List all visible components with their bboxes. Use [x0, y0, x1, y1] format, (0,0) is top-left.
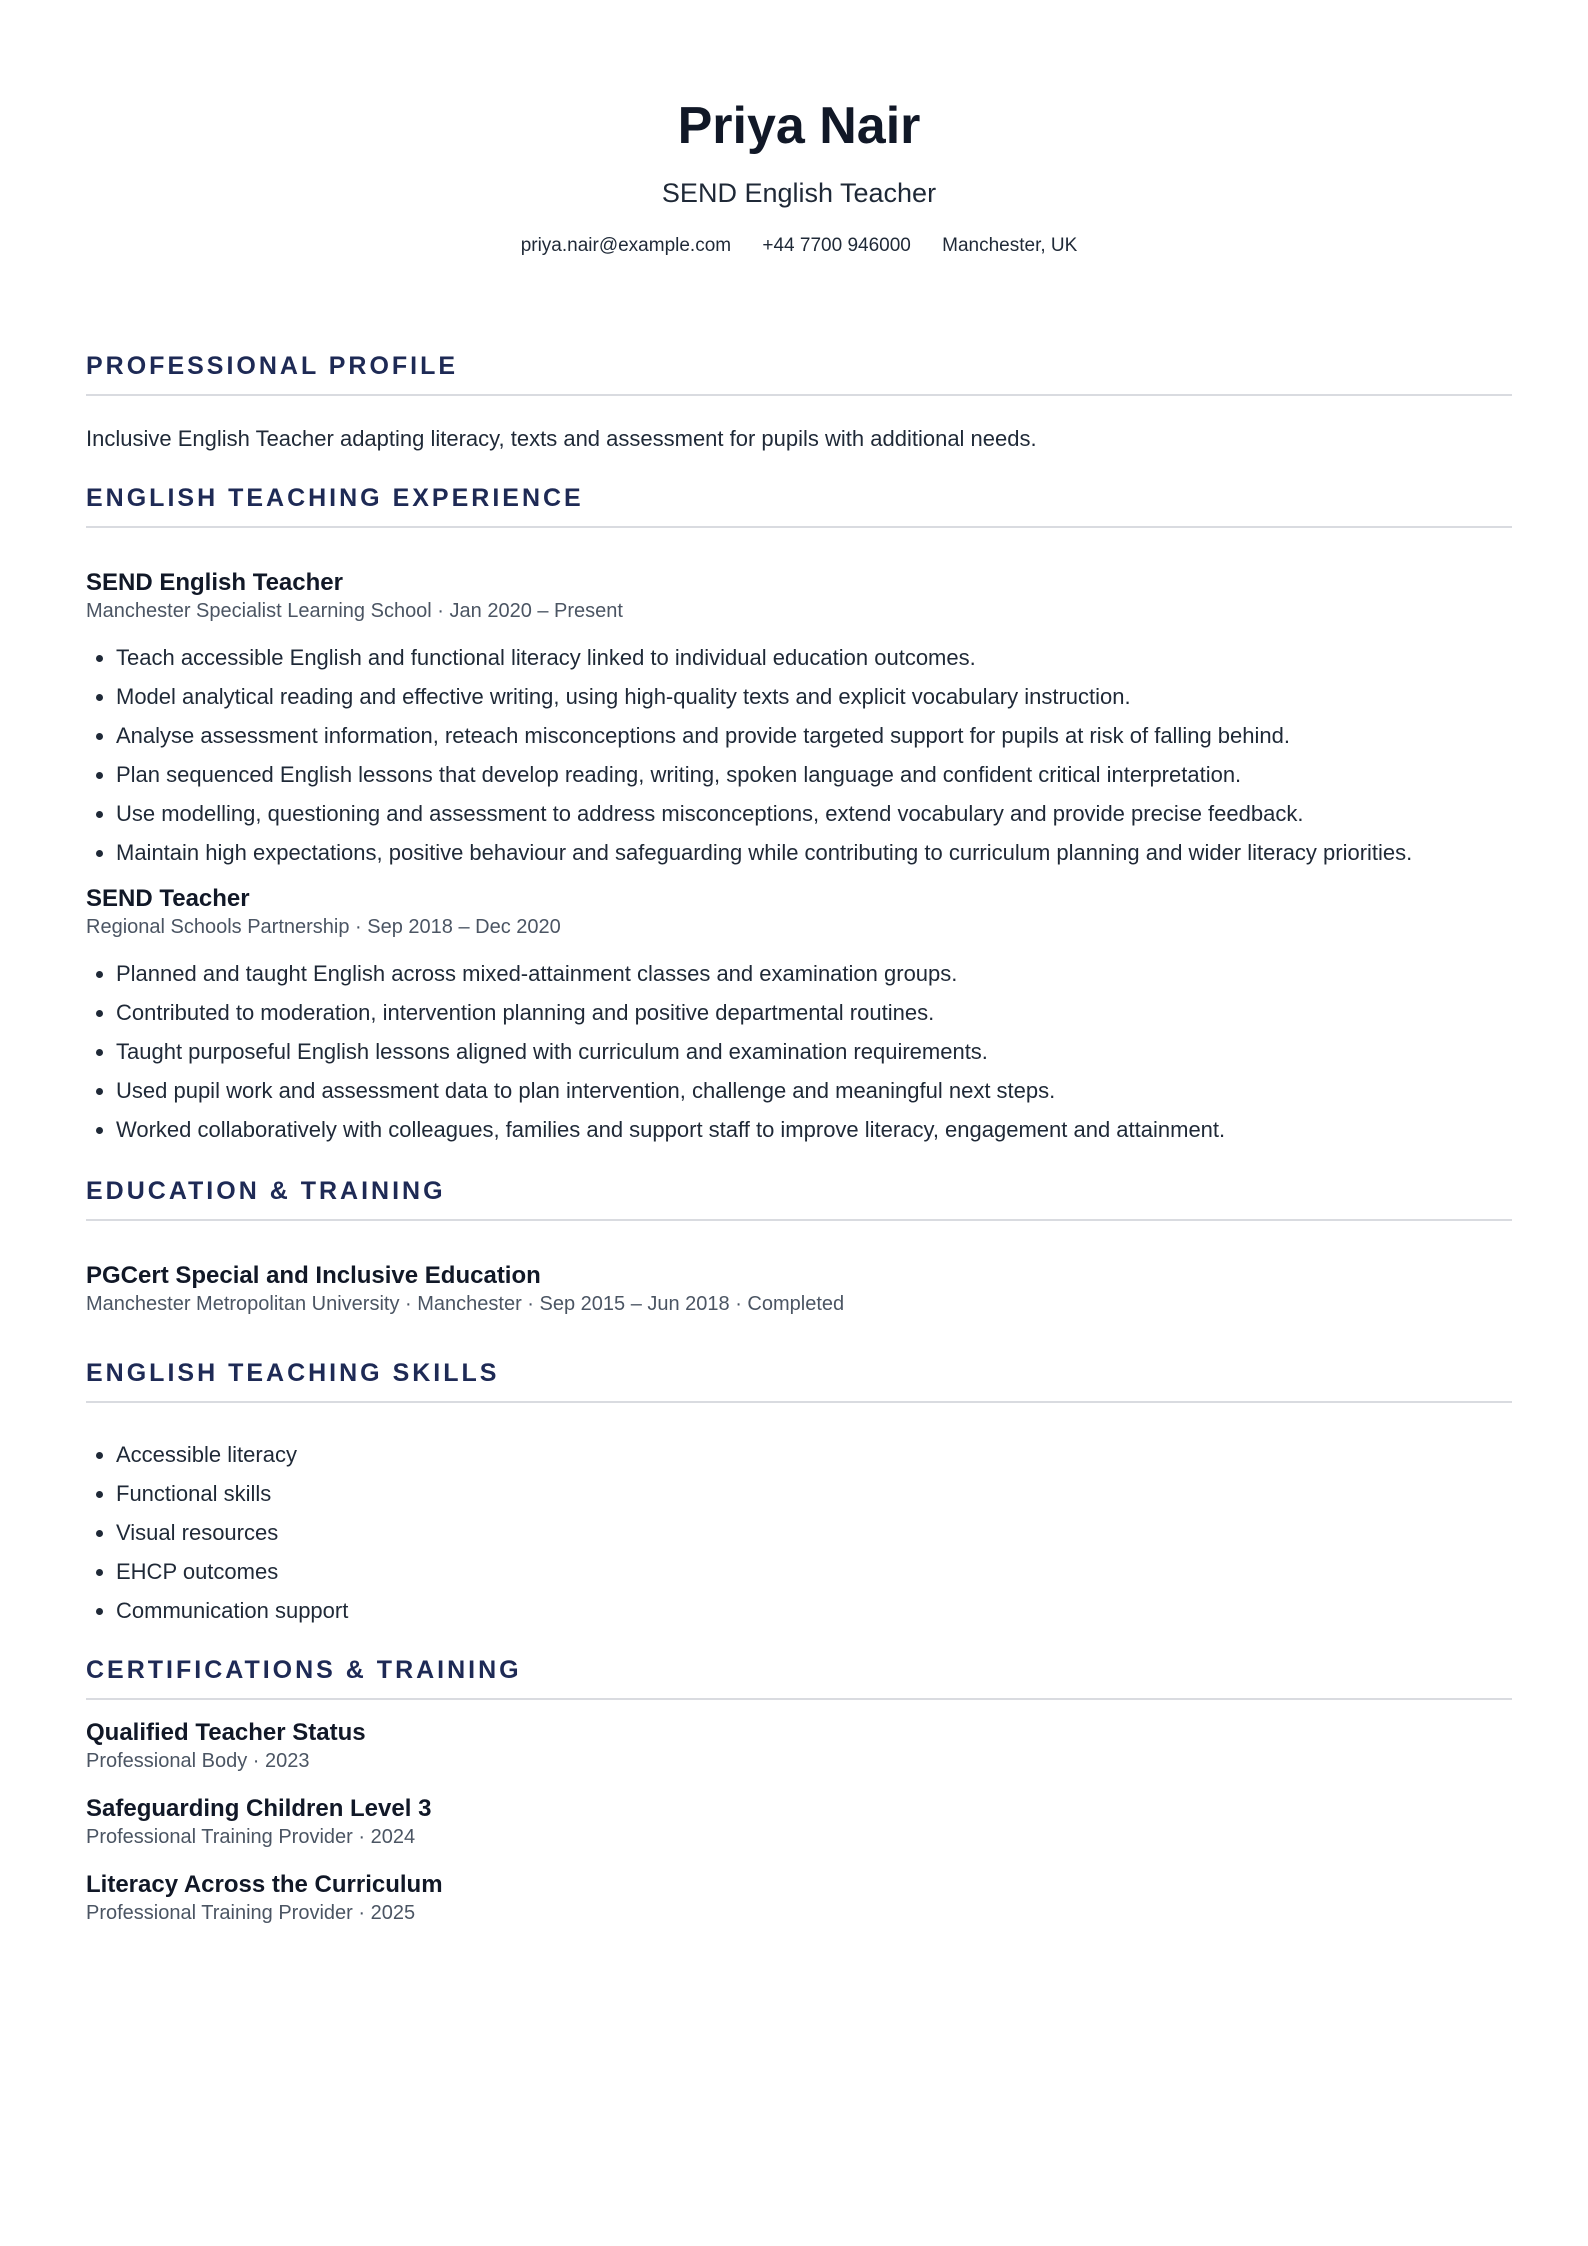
education-section — [86, 1175, 1512, 1317]
job-title: SEND Teacher — [86, 885, 250, 912]
education-title: PGCert Special and Inclusive Education — [86, 1262, 541, 1289]
list-item: • Maintain high expectations, positive behaviour and safeguarding while contributing to curriculum planning and wider literacy priorities. — [116, 833, 1512, 872]
list-item: • Plan sequenced English lessons that develop reading, writing, spoken language and confident critical interpretation. — [116, 755, 1512, 794]
job-title: SEND English Teacher — [86, 569, 343, 596]
job-meta: Manchester Specialist Learning School · Jan 2020 – Present — [86, 600, 623, 622]
list-item: • Used pupil work and assessment data to plan intervention, challenge and meaningful next steps. — [116, 1071, 1512, 1110]
list-item: • Worked collaboratively with colleagues, families and support staff to improve literacy, engagement and attainment. — [116, 1110, 1512, 1149]
certification-title: Literacy Across the Curriculum — [86, 1871, 443, 1898]
certification-entry — [86, 1718, 1512, 1774]
job-meta: Regional Schools Partnership · Sep 2018 – Dec 2020 — [86, 916, 561, 938]
skill-item: • Visual resources — [116, 1513, 1512, 1552]
candidate-name: Priya Nair — [677, 97, 921, 155]
list-item: • Analyse assessment information, reteach misconceptions and provide targeted support for pupils at risk of falling behind. — [116, 716, 1512, 755]
job-bullets — [86, 638, 1512, 872]
certification-entry — [86, 1794, 1512, 1850]
certifications-section — [86, 1654, 1512, 1926]
education-entry — [86, 1261, 1512, 1317]
section-divider — [86, 1698, 1512, 1700]
skill-item: • Accessible literacy — [116, 1435, 1512, 1474]
list-item: • Model analytical reading and effective writing, using high-quality texts and explicit vocabulary instruction. — [116, 677, 1512, 716]
section-divider — [86, 526, 1512, 528]
skill-item: • EHCP outcomes — [116, 1552, 1512, 1591]
list-item: • Teach accessible English and functional literacy linked to individual education outcomes. — [116, 638, 1512, 677]
experience-section — [86, 482, 1512, 1149]
section-title-education: EDUCATION & TRAINING — [86, 1177, 446, 1205]
job-bullets — [86, 954, 1512, 1149]
section-divider — [86, 1401, 1512, 1403]
contact-phone[interactable]: +44 7700 946000 — [762, 235, 911, 256]
certification-title: Safeguarding Children Level 3 — [86, 1795, 432, 1822]
section-title-skills: ENGLISH TEACHING SKILLS — [86, 1359, 500, 1387]
list-item: • Use modelling, questioning and assessment to address misconceptions, extend vocabulary and provide precise feedback. — [116, 794, 1512, 833]
list-item: • Taught purposeful English lessons aligned with curriculum and examination requirements. — [116, 1032, 1512, 1071]
contact-line — [86, 234, 1512, 258]
contact-email[interactable]: priya.nair@example.com — [520, 235, 732, 256]
profile-text: Inclusive English Teacher adapting literacy, texts and assessment for pupils with additional needs. — [86, 426, 1037, 451]
skills-list — [86, 1435, 1512, 1630]
resume-header — [86, 0, 1512, 258]
skills-section — [86, 1357, 1512, 1630]
skill-item: • Communication support — [116, 1591, 1512, 1630]
list-item: • Contributed to moderation, intervention planning and positive departmental routines. — [116, 993, 1512, 1032]
skill-item: • Functional skills — [116, 1474, 1512, 1513]
section-divider — [86, 1219, 1512, 1221]
job-entry — [86, 568, 1512, 872]
job-entry — [86, 884, 1512, 1149]
list-item: • Planned and taught English across mixed-attainment classes and examination groups. — [116, 954, 1512, 993]
certification-title: Qualified Teacher Status — [86, 1719, 366, 1746]
certification-meta: Professional Training Provider · 2025 — [86, 1902, 416, 1924]
certification-meta: Professional Body · 2023 — [86, 1750, 310, 1772]
contact-location: Manchester, UK — [942, 235, 1078, 256]
profile-section — [86, 350, 1512, 454]
certification-entry — [86, 1870, 1512, 1926]
section-title-profile: PROFESSIONAL PROFILE — [86, 352, 459, 380]
section-title-experience: ENGLISH TEACHING EXPERIENCE — [86, 484, 584, 512]
education-meta: Manchester Metropolitan University · Manchester · Sep 2015 – Jun 2018 · Completed — [86, 1293, 845, 1315]
section-divider — [86, 394, 1512, 396]
section-title-certifications: CERTIFICATIONS & TRAINING — [86, 1656, 522, 1684]
certification-meta: Professional Training Provider · 2024 — [86, 1826, 416, 1848]
candidate-role: SEND English Teacher — [661, 178, 937, 208]
resume-page — [86, 0, 1512, 1926]
